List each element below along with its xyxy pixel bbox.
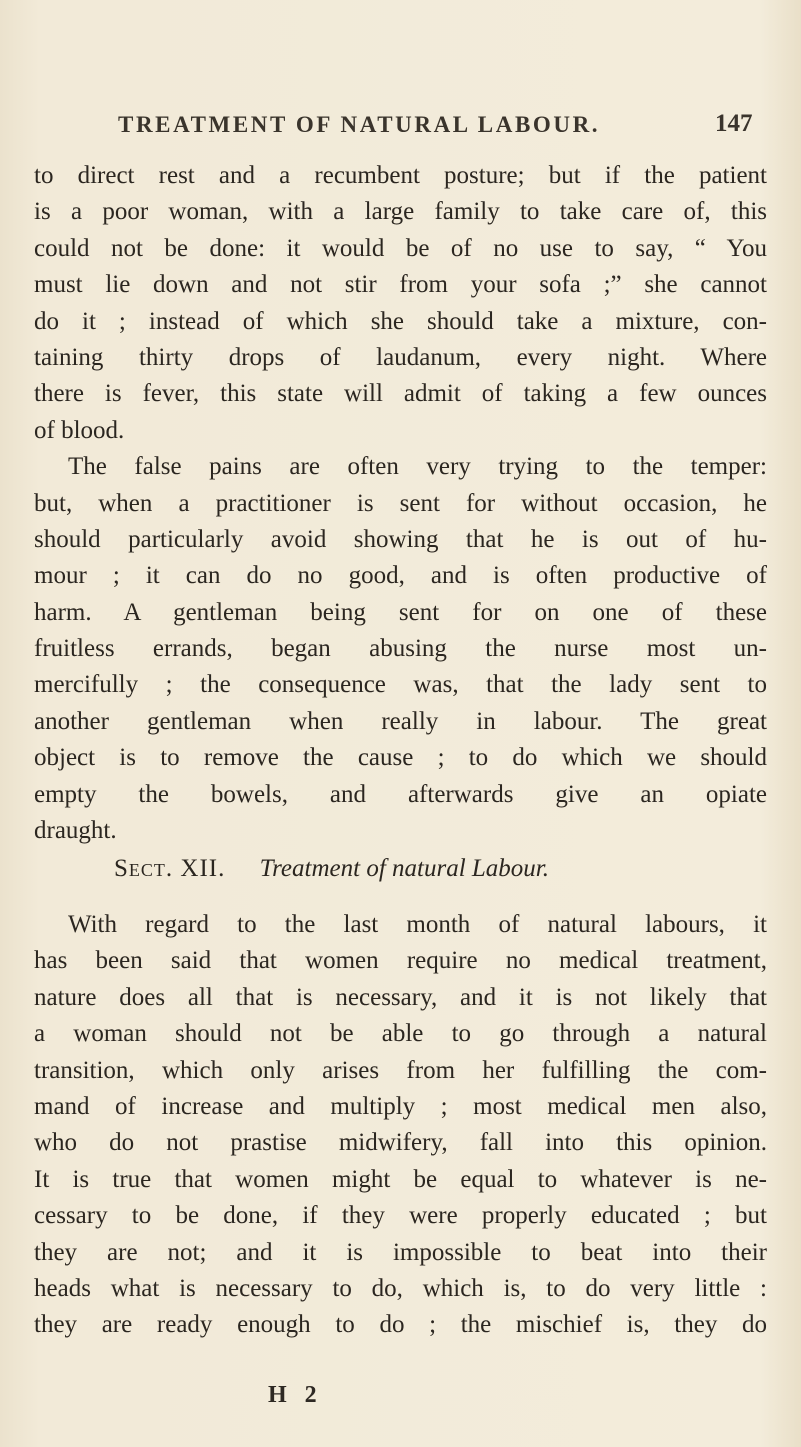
text-line: It is true that women might be equal to whatever is ne- bbox=[34, 1165, 767, 1193]
text-line: object is to remove the cause ; to do which we should bbox=[34, 744, 767, 772]
text-line: transition, which only arises from her fulfilling the com- bbox=[34, 1056, 767, 1084]
text-line: who do not prastise midwifery, fall into this opinion. bbox=[34, 1129, 767, 1157]
text-line: mour ; it can do no good, and is often productive of bbox=[34, 562, 767, 590]
text-line: of blood. bbox=[34, 416, 125, 444]
text-line: mercifully ; the consequence was, that the lady sent to bbox=[34, 671, 767, 699]
body-text-top bbox=[34, 158, 767, 849]
text-line: heads what is necessary to do, which is, to do very little : bbox=[34, 1274, 767, 1302]
text-line: harm. A gentleman being sent for on one of these bbox=[34, 598, 767, 626]
text-line: taining thirty drops of laudanum, every night. Where bbox=[34, 343, 767, 371]
page-number: 147 bbox=[715, 110, 753, 137]
text-line: should particularly avoid showing that he is out of hu- bbox=[34, 525, 767, 553]
text-line: they are ready enough to do ; the mischief is, they do bbox=[34, 1311, 767, 1339]
text-line: could not be done: it would be of no use to say, “ You bbox=[34, 234, 767, 262]
section-label: Sect. XII. bbox=[114, 855, 226, 882]
page-header bbox=[0, 112, 801, 152]
text-line: another gentleman when really in labour. The great bbox=[34, 707, 767, 735]
text-line: must lie down and not stir from your sofa ;” she cannot bbox=[34, 271, 767, 299]
text-line: but, when a practitioner is sent for without occasion, he bbox=[34, 489, 767, 517]
text-line: empty the bowels, and afterwards give an opiate bbox=[34, 780, 767, 808]
text-line: is a poor woman, with a large family to take care of, this bbox=[34, 198, 767, 226]
text-line: draught. bbox=[34, 817, 117, 845]
text-line: With regard to the last month of natural labours, it bbox=[68, 911, 767, 938]
text-line: nature does all that is necessary, and it is not likely that bbox=[34, 983, 767, 1011]
text-line: has been said that women require no medical treatment, bbox=[34, 947, 767, 975]
text-line: fruitless errands, began abusing the nurse most un- bbox=[34, 635, 767, 663]
section-title: Treatment of natural Labour. bbox=[259, 855, 550, 882]
text-line: they are not; and it is impossible to beat into their bbox=[34, 1238, 767, 1266]
text-line: a woman should not be able to go through a natural bbox=[34, 1020, 767, 1048]
text-line: to direct rest and a recumbent posture; but if the patient bbox=[34, 162, 767, 189]
running-head: TREATMENT OF NATURAL LABOUR. bbox=[118, 112, 601, 137]
body-text-bottom bbox=[34, 907, 767, 1344]
text-line: do it ; instead of which she should take a mixture, con- bbox=[34, 307, 767, 335]
text-line: The false pains are often very trying to the temper: bbox=[68, 453, 767, 481]
section-heading bbox=[114, 855, 549, 883]
text-line: cessary to be done, if they were properly educated ; but bbox=[34, 1202, 767, 1230]
text-line: mand of increase and multiply ; most medical men also, bbox=[34, 1092, 767, 1120]
text-line: there is fever, this state will admit of taking a few ounces bbox=[34, 380, 767, 408]
signature-mark: H 2 bbox=[268, 1382, 323, 1408]
